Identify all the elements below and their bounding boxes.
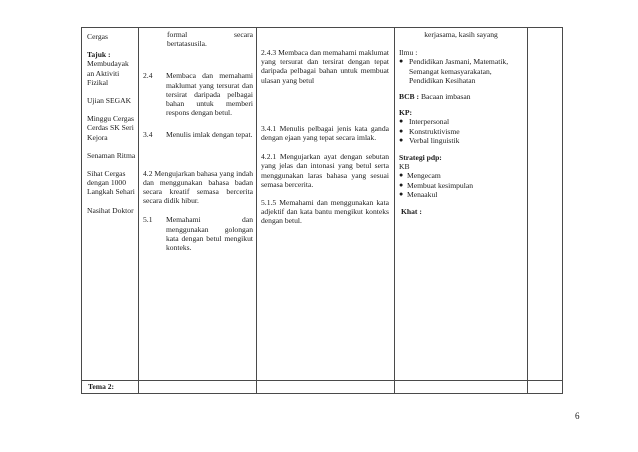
cont-line-1: formal secara <box>167 30 253 39</box>
topic-senaman-ritma: Senaman Ritma <box>87 150 136 160</box>
kb-item: ● Membuat kesimpulan <box>399 180 474 190</box>
values-line: kerjasama, kasih sayang <box>424 30 498 39</box>
standard-number: 5.1 <box>143 215 153 225</box>
lesson-plan-table <box>81 27 563 394</box>
page-number: 6 <box>575 411 580 421</box>
bcb-line <box>399 92 523 101</box>
standard-number: 2.4 <box>143 71 153 81</box>
empty-cell <box>395 381 528 394</box>
objective-cell <box>257 28 395 381</box>
bcb-text: Bacaan imbasan <box>420 92 471 102</box>
kb-item: ● Mengecam <box>399 171 441 181</box>
objective-5-1-5: 5.1.5 Memahami dan menggunakan kata adjektif dan kata bantu mengikut konteks dengan betul. <box>261 198 389 226</box>
bcb-label: BCB : <box>399 92 420 102</box>
title-label: Tajuk : <box>87 50 111 60</box>
theme-2-label: Tema 2: <box>88 382 115 391</box>
standard-cell <box>139 28 257 381</box>
bullet-icon: ● <box>399 135 404 144</box>
bullet-icon: ● <box>399 180 404 189</box>
standard-number: 3.4 <box>143 130 153 140</box>
cont-line-2: bertatasusila. <box>167 39 207 49</box>
standard-2-4 <box>143 71 253 117</box>
kb-item: ● Menaakul <box>399 189 438 199</box>
kp-item: ● Interpersonal <box>399 117 450 127</box>
empty-cell <box>528 381 563 394</box>
khat-label: Khat : <box>401 207 422 217</box>
standard-text: Menulis imlak dengan tepat. <box>166 130 253 140</box>
ilmu-item: ● Pendidikan Jasmani, Matematik, Semangat kemasyarakatan, Pendidikan Kesihatan <box>399 57 509 85</box>
objective-2-4-3: 2.4.3 Membaca dan memahami maklumat yang tersurat dan tersirat dengan tepat daripada pelbagai bahan untuk membuat ulasan yang betul <box>261 48 389 85</box>
kp-item: ● Verbal linguistik <box>399 135 460 145</box>
kp-label: KP: <box>399 108 413 118</box>
bullet-icon: ● <box>399 189 404 198</box>
standard-text: Memahami dan menggunakan golongan kata dengan betul mengikut konteks. <box>166 215 253 253</box>
theme-label: Cergas <box>87 32 108 41</box>
topic-nasihat-doktor: Nasihat Doktor <box>87 205 134 215</box>
empty-cell <box>139 381 257 394</box>
empty-cell <box>257 381 395 394</box>
element-cell <box>395 28 528 381</box>
title-text: Membudayak an Aktiviti Fizikal <box>87 59 129 87</box>
objective-4-2-1: 4.2.1 Mengujarkan ayat dengan sebutan yang jelas dan intonasi yang betul serta menggunakan laras bahasa yang sesuai semasa bercerita. <box>261 152 389 189</box>
topic-ujian-segak: Ujian SEGAK <box>87 96 132 106</box>
table-row <box>82 28 563 381</box>
theme-cell <box>82 28 139 381</box>
ilmu-label: Ilmu : <box>399 48 418 58</box>
standard-text: Membaca dan memahami maklumat yang tersurat dan tersirat daripada pelbagai bahan untuk memberi respons dengan betul. <box>166 71 253 118</box>
bullet-icon: ● <box>399 57 404 66</box>
kp-item: ● Konstruktivisme <box>399 126 460 136</box>
standard-continuation <box>143 30 253 48</box>
objective-3-4-1: 3.4.1 Menulis pelbagai jenis kata ganda dengan ejaan yang tepat secara imlak. <box>261 123 389 143</box>
standard-3-4 <box>143 130 253 139</box>
table-row <box>82 381 563 394</box>
bullet-icon: ● <box>399 117 404 126</box>
topic-minggu-cergas: Minggu Cergas Cerdas SK Seri Kejora <box>87 114 134 142</box>
strategy-label: Strategi pdp: <box>399 153 442 163</box>
bullet-icon: ● <box>399 126 404 135</box>
topic-sihat-cergas: Sihat Cergas dengan 1000 Langkah Sehari <box>87 169 135 197</box>
standard-5-1 <box>143 215 253 252</box>
notes-cell <box>528 28 563 381</box>
kb-label: KB <box>399 162 410 172</box>
theme-2-cell <box>82 381 139 394</box>
standard-4-2: 4.2 Mengujarkan bahasa yang indah dan menggunakan bahasa badan secara kreatif semasa bercerita secara didik hibur. <box>143 168 253 206</box>
bullet-icon: ● <box>399 171 404 180</box>
